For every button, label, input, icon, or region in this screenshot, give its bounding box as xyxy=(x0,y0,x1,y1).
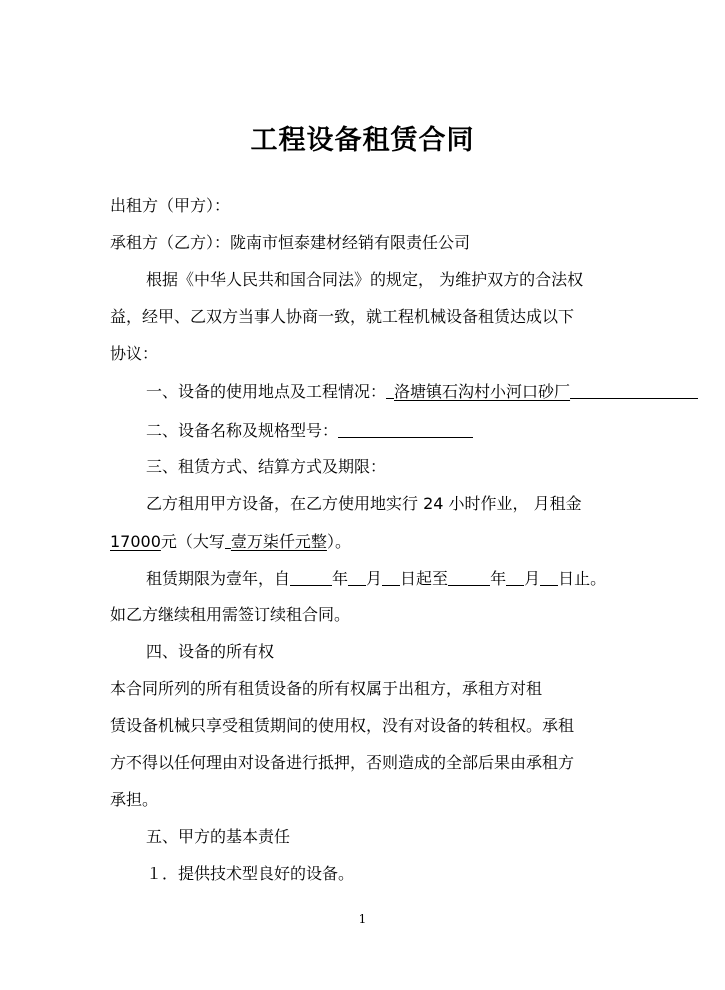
lessee-label: 承租方（乙方）： xyxy=(110,233,231,252)
contract-title: 工程设备租赁合同 xyxy=(250,125,475,156)
section-3-rent-line: 乙方租用甲方设备，在乙方使用地实行 24 小时作业， 月租金 xyxy=(146,494,582,513)
rent-amount: 17000 xyxy=(110,532,161,551)
rent-unit-prefix: 元（大写 xyxy=(160,532,225,551)
term-month-1: 月 xyxy=(366,569,383,588)
page-number: 1 xyxy=(358,912,367,926)
section-4-line-1: 本合同所列的所有租赁设备的所有权属于出租方，承租方对租 xyxy=(110,679,543,698)
section-3-rent-amount-line xyxy=(110,531,351,552)
section-1-location: 洛塘镇石沟村小河口砂厂 xyxy=(394,382,571,401)
rent-amount-words: 壹万柒仟元整 xyxy=(230,532,327,551)
term-year-1: 年 xyxy=(332,569,349,588)
section-1-trail-blank xyxy=(570,383,698,399)
section-1-line xyxy=(146,381,698,402)
lessee-line xyxy=(110,233,470,253)
term-day-2: 日止。 xyxy=(558,569,607,588)
lessor-line: 出租方（甲方）： xyxy=(110,196,231,215)
term-end-day-blank xyxy=(540,570,558,586)
lessee-name: 陇南市恒泰建材经销有限责任公司 xyxy=(230,233,471,252)
term-year-2: 年 xyxy=(490,569,507,588)
section-2-label: 二、设备名称及规格型号： xyxy=(146,421,339,440)
section-3-heading: 三、租赁方式、结算方式及期限： xyxy=(146,457,387,476)
section-4-line-3: 方不得以任何理由对设备进行抵押，否则造成的全部后果由承租方 xyxy=(110,753,575,772)
section-2-line xyxy=(146,420,473,441)
term-month-2: 月 xyxy=(524,569,541,588)
term-end-month-blank xyxy=(506,570,524,586)
section-2-model-blank xyxy=(338,422,473,438)
rent-suffix: ）。 xyxy=(326,532,351,551)
rent-words-lead-blank xyxy=(225,533,231,549)
section-5-heading: 五、甲方的基本责任 xyxy=(146,827,291,846)
section-4-line-4: 承担。 xyxy=(110,790,159,809)
term-end-year-blank xyxy=(448,570,490,586)
term-start-day-blank xyxy=(382,570,400,586)
term-start-year-blank xyxy=(290,570,332,586)
section-1-label: 一、设备的使用地点及工程情况： xyxy=(146,382,387,401)
section-4-heading: 四、设备的所有权 xyxy=(146,642,275,661)
section-3-renewal-line: 如乙方继续租用需签订续租合同。 xyxy=(110,605,351,624)
preamble-line-1: 根据《中华人民共和国合同法》的规定， 为维护双方的合法权 xyxy=(146,270,584,289)
term-day-1: 日起至 xyxy=(400,569,449,588)
term-start-month-blank xyxy=(348,570,366,586)
preamble-line-2: 益，经甲、乙双方当事人协商一致，就工程机械设备租赁达成以下 xyxy=(110,307,575,326)
section-5-item-1: １．提供技术型良好的设备。 xyxy=(146,864,355,883)
preamble-line-3: 协议： xyxy=(110,344,159,363)
section-3-term-line xyxy=(146,568,606,589)
section-4-line-2: 赁设备机械只享受租赁期间的使用权，没有对设备的转租权。承租 xyxy=(110,716,575,735)
section-1-lead-blank xyxy=(386,383,394,399)
term-prefix: 租赁期限为壹年，自 xyxy=(146,569,291,588)
